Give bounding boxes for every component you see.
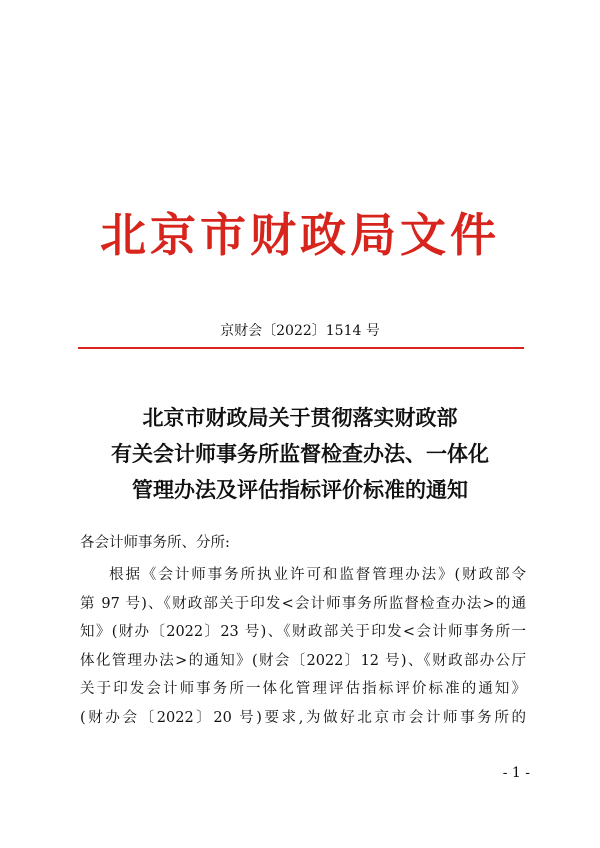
body-paragraph (80, 561, 526, 733)
document-header-title: 北京市财政局文件 (100, 208, 500, 262)
body-line: 关于印发会计师事务所一体化管理评估指标评价标准的通知》 (80, 681, 526, 698)
body-line: (财办会〔2022〕20 号)要求,为做好北京市会计师事务所的 (80, 709, 526, 726)
title-line: 管理办法及评估指标评价标准的通知 (132, 477, 468, 502)
document-number: 京财会〔2022〕1514 号 (220, 323, 380, 339)
red-divider-line (78, 347, 524, 349)
body-line: 根据《会计师事务所执业许可和监督管理办法》(财政部令 (109, 567, 526, 583)
body-line: 体化管理办法>的通知》(财会〔2022〕12 号)、《财政部办公厅 (80, 652, 526, 669)
body-line: 第 97 号)、《财政部关于印发<会计师事务所监督检查办法>的通 (80, 595, 526, 612)
body-line: 知》(财办〔2022〕23 号)、《财政部关于印发<会计师事务所一 (80, 624, 526, 641)
page-number: - 1 - (502, 765, 530, 781)
salutation: 各会计师事务所、分所: (80, 535, 230, 551)
title-line: 有关会计师事务所监督检查办法、一体化 (111, 441, 489, 466)
document-title (0, 400, 600, 508)
title-line: 北京市财政局关于贯彻落实财政部 (142, 405, 458, 430)
